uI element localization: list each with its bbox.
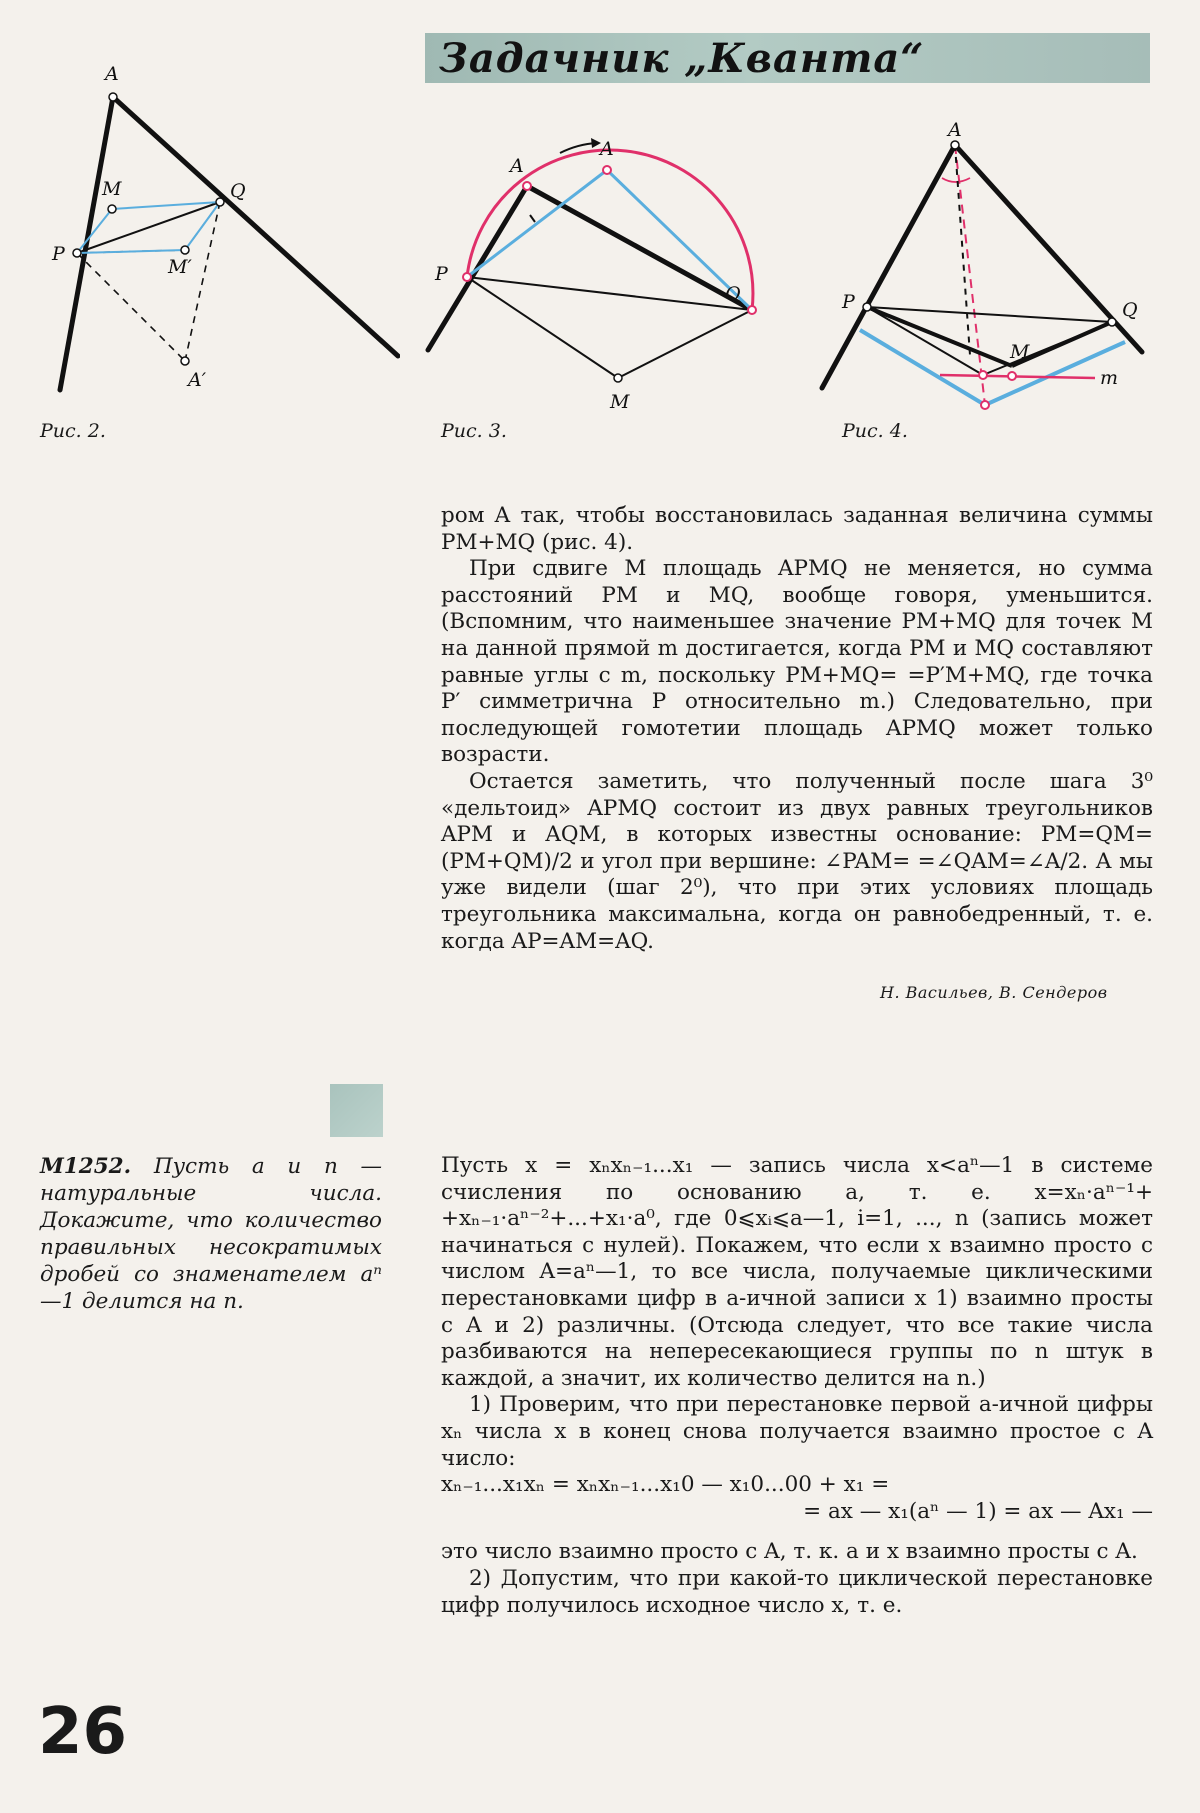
- fig3-label-M: M: [610, 391, 630, 413]
- fig2-point-M: [108, 205, 116, 213]
- fig3-line-QM: [618, 310, 752, 378]
- fig4-point-M: [979, 371, 987, 379]
- solution-paragraph-3: это число взаимно просто с A, т. к. a и x взаимно просты с A.: [441, 1539, 1138, 1565]
- fig3-point-A2: [603, 166, 611, 174]
- fig4-blue-left: [860, 330, 985, 405]
- fig3-point-Q: [748, 306, 756, 314]
- fig4-point-P: [863, 303, 871, 311]
- article-paragraph-1: ром A так, чтобы восстановилась заданная величина суммы PM+MQ (рис. 4).: [441, 503, 1153, 555]
- banner-title: Задачник „Кванта“: [439, 35, 925, 82]
- fig4-point-bottom: [981, 401, 989, 409]
- fig2-label-A: A: [105, 63, 119, 85]
- solution-paragraph-4: 2) Допустим, что при какой-то циклической перестановке цифр получилось исходное число x, т. е.: [441, 1565, 1153, 1618]
- fig4-point-Q: [1108, 318, 1116, 326]
- fig3-point-M: [614, 374, 622, 382]
- fig2-point-M2: [181, 246, 189, 254]
- fig3-label-P: P: [435, 263, 448, 285]
- fig4-line-PM: [867, 307, 983, 375]
- fig4-point-M2: [1008, 372, 1016, 380]
- fig2-blue-PM2: [77, 250, 185, 253]
- decorative-square: [330, 1084, 383, 1137]
- fig3-label-Q: Q: [725, 283, 741, 305]
- fig2-label-M: M: [102, 178, 122, 200]
- fig3-label-A1: A: [510, 155, 524, 177]
- figure-4: [800, 120, 1160, 420]
- fig4-line-AP: [822, 145, 955, 388]
- fig2-label-Q: Q: [230, 180, 246, 202]
- solution-paragraph-1: Пусть x = xₙxₙ₋₁...x₁ — запись числа x<aⁿ—1 в системе счисления по основанию a, т. е. x=xₙ·aⁿ⁻¹+ +xₙ₋₁·aⁿ⁻²+...+x₁·a⁰, где 0⩽xᵢ⩽a—1, i=1, ..., n (запись может начинаться с нулей). Покажем, что если x взаимно просто с числом A=aⁿ—1, то все числа, получаемые циклическими перестановками цифр в a-ичной записи x 1) взаимно просты с A и 2) различны. (Отсюда следует, что все такие числа разбиваются на непересекающиеся группы по n штук в каждой, а значит, их количество делится на n.): [441, 1153, 1153, 1391]
- problem-statement: [40, 1153, 382, 1315]
- fig2-caption: Рис. 2.: [40, 420, 106, 442]
- problem-text: Пусть a и n — натуральные числа. Докажите, что количество правильных несократимых дробей со знаменателем aⁿ—1 делится на n.: [40, 1154, 382, 1314]
- fig4-label-Q: Q: [1122, 299, 1138, 321]
- fig3-point-A1: [523, 182, 531, 190]
- fig2-point-A: [109, 93, 117, 101]
- fig4-caption: Рис. 4.: [842, 420, 908, 442]
- fig4-line-m: [940, 375, 1095, 378]
- fig2-label-M-prime: M′: [168, 256, 192, 278]
- fig3-caption: Рис. 3.: [441, 420, 507, 442]
- fig3-blue-PA2: [467, 170, 607, 277]
- article-signature: Н. Васильев, В. Сендеров: [880, 983, 1108, 1002]
- section-banner: [425, 33, 1150, 83]
- fig4-label-M: M: [1010, 341, 1030, 363]
- fig4-point-A: [951, 141, 959, 149]
- fig4-label-P: P: [842, 291, 855, 313]
- fig3-point-P: [463, 273, 471, 281]
- article-body: [441, 503, 1153, 955]
- fig2-point-Q: [216, 198, 224, 206]
- fig4-thick-PM2: [867, 307, 1012, 366]
- article-paragraph-2: При сдвиге M площадь APMQ не меняется, но сумма расстояний PM и MQ, вообще говоря, уменьшится. (Вспомним, что наименьшее значение PM+MQ для точек M на данной прямой m достигается, когда PM и MQ составляют равные углы с m, поскольку PM+MQ= =P′M+MQ, где точка P′ симметрична P относительно m.) Следовательно, при последующей гомотетии площадь APMQ может только возрасти.: [441, 556, 1153, 768]
- fig4-angle-arc: [942, 178, 970, 182]
- fig4-label-m: m: [1100, 367, 1119, 389]
- fig3-label-A2: A: [600, 138, 614, 160]
- solution-equation-1: xₙ₋₁...x₁xₙ = xₙxₙ₋₁...x₁0 — x₁0...00 + x₁ =: [441, 1472, 890, 1498]
- problem-number: М1252.: [40, 1154, 132, 1179]
- fig3-tick: [530, 215, 535, 222]
- article-paragraph-3: Остается заметить, что полученный после шага 3⁰ «дельтоид» APMQ состоит из двух равных треугольников APM и AQM, в которых известны основание: PM=QM=(PM+QM)/2 и угол при вершине: ∠PAM= =∠QAM=∠A/2. А мы уже видели (шаг 2⁰), что при этих условиях площадь треугольника максимальна, когда он равнобедренный, т. е. когда AP=AM=AQ.: [441, 768, 1153, 954]
- fig2-point-A2: [181, 357, 189, 365]
- solution-body: [441, 1153, 1153, 1619]
- fig2-line-AQ: [113, 97, 398, 356]
- solution-paragraph-2: 1) Проверим, что при перестановке первой a-ичной цифры xₙ числа x в конец снова получается взаимно простое с A число:: [441, 1392, 1153, 1471]
- fig4-bisector: [955, 145, 985, 405]
- figure-2: [40, 60, 400, 400]
- fig2-point-P: [73, 249, 81, 257]
- figure-3: [420, 130, 780, 420]
- fig4-label-A: A: [948, 120, 962, 141]
- page-number: 26: [38, 1695, 128, 1769]
- fig2-label-P: P: [52, 243, 65, 265]
- fig4-line-PQ: [867, 307, 1112, 322]
- solution-equation-2: = ax — x₁(aⁿ — 1) = ax — Ax₁ —: [803, 1498, 1153, 1524]
- fig2-label-A-prime: A′: [188, 369, 207, 391]
